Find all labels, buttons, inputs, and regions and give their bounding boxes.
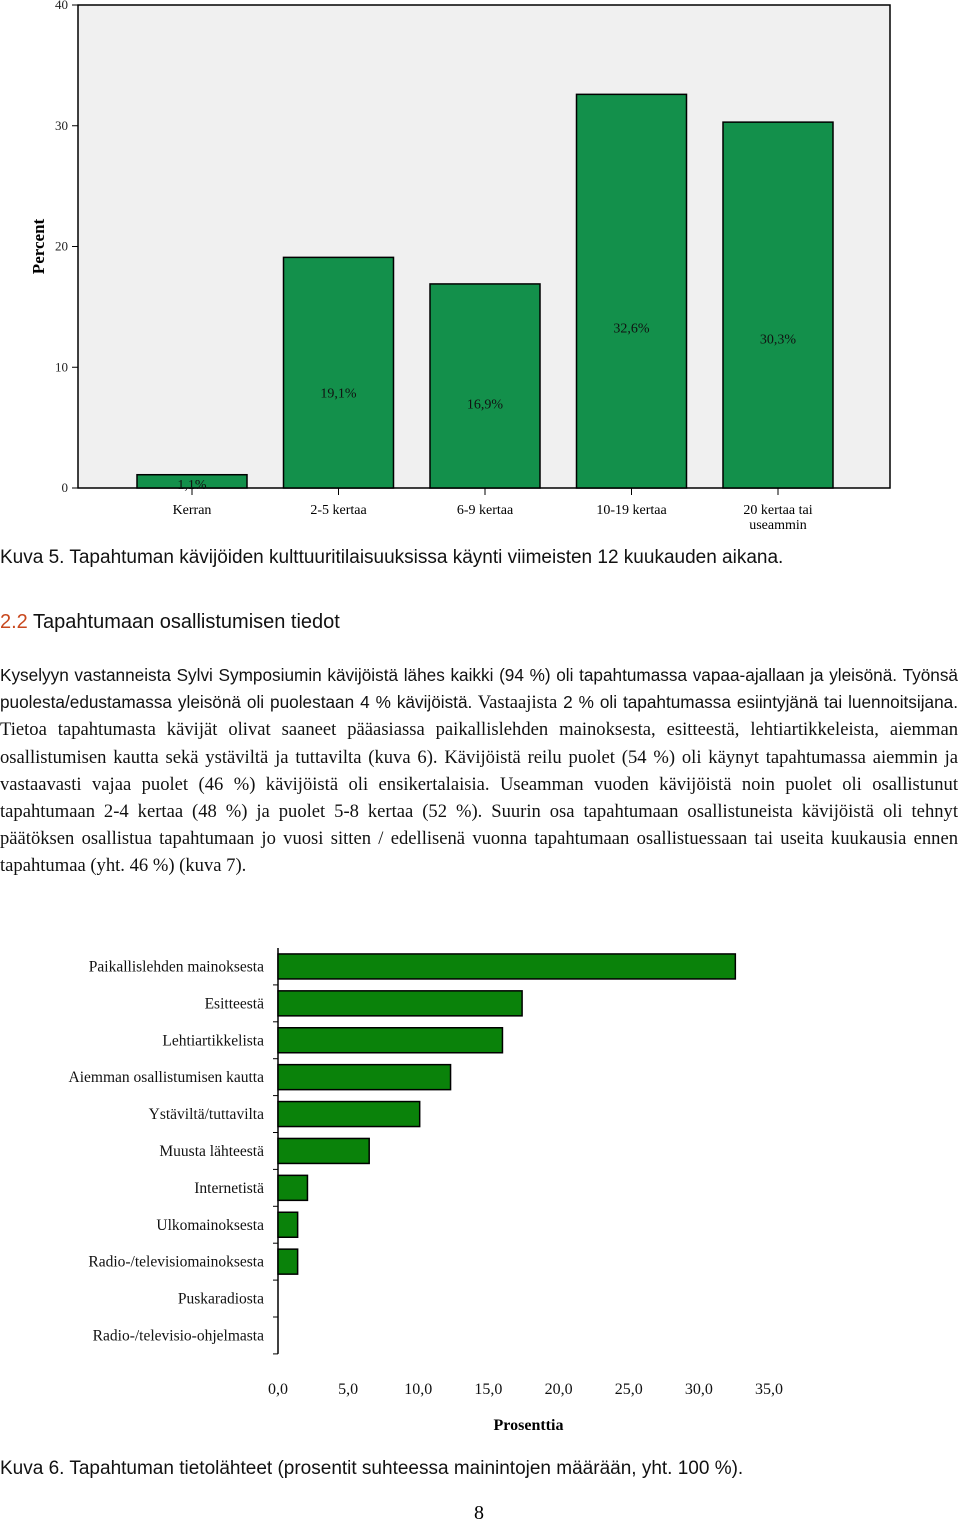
bar-chart-information-sources bbox=[0, 940, 960, 1440]
x-tick-label: 30,0 bbox=[684, 1380, 713, 1398]
data-label: 32,6% bbox=[613, 321, 650, 337]
body-paragraph bbox=[0, 662, 958, 880]
category-label: Internetistä bbox=[194, 1179, 264, 1197]
x-tick-label: 6-9 kertaa bbox=[456, 503, 514, 518]
y-tick-label: 20 bbox=[55, 238, 68, 254]
x-tick-label: 20,0 bbox=[544, 1380, 573, 1398]
category-label: Ystäviltä/tuttavilta bbox=[148, 1106, 264, 1124]
paragraph-segment: Vastaajista bbox=[477, 692, 558, 714]
paragraph-segment: 2 % oli tapahtumassa esiintyjänä tai luennoitsijana. bbox=[563, 692, 958, 713]
section-number: 2.2 bbox=[0, 611, 28, 633]
bar bbox=[278, 1065, 451, 1090]
bar bbox=[723, 122, 833, 488]
bar bbox=[577, 94, 687, 488]
x-tick-label: 25,0 bbox=[614, 1380, 643, 1398]
bar bbox=[278, 1212, 298, 1237]
category-label: Radio-/televisio-ohjelmasta bbox=[92, 1327, 264, 1345]
bar bbox=[278, 1102, 420, 1127]
x-tick-label: 2-5 kertaa bbox=[310, 503, 367, 518]
y-tick-label: 30 bbox=[55, 117, 68, 133]
category-label: Ulkomainoksesta bbox=[156, 1216, 264, 1234]
y-tick-label: 40 bbox=[55, 0, 68, 12]
figure-caption-6: Kuva 6. Tapahtuman tietolähteet (prosentit suhteessa mainintojen määrään, yht. 100 %). bbox=[0, 1458, 744, 1479]
category-label: Puskaradiosta bbox=[177, 1290, 264, 1308]
bar bbox=[278, 1175, 307, 1200]
bar bbox=[278, 1249, 298, 1274]
data-label: 19,1% bbox=[320, 386, 357, 402]
x-tick-label: Kerran bbox=[172, 503, 212, 518]
data-label: 1,1% bbox=[177, 478, 207, 493]
y-tick-label: 10 bbox=[55, 359, 68, 375]
x-tick-label: 10,0 bbox=[404, 1380, 433, 1398]
x-tick-label: 0,0 bbox=[268, 1380, 288, 1398]
figure-caption-5: Kuva 5. Tapahtuman kävijöiden kulttuuritilaisuuksissa käynti viimeisten 12 kuukauden aikana. bbox=[0, 547, 784, 568]
bar bbox=[278, 1138, 369, 1163]
bar bbox=[278, 1028, 502, 1053]
bar bbox=[278, 991, 522, 1016]
bar-chart-attendance bbox=[0, 0, 960, 540]
x-tick-label: 20 kertaa tai bbox=[743, 503, 813, 518]
data-label: 16,9% bbox=[466, 397, 504, 413]
section-title: Tapahtumaan osallistumisen tiedot bbox=[33, 611, 340, 633]
x-tick-label: useammin bbox=[749, 518, 807, 533]
bar bbox=[278, 954, 735, 979]
x-tick-label: 10-19 kertaa bbox=[596, 503, 667, 518]
section-heading bbox=[0, 608, 958, 636]
category-label: Lehtiartikkelista bbox=[162, 1032, 264, 1050]
data-label: 30,3% bbox=[759, 332, 797, 348]
x-tick-label: 5,0 bbox=[338, 1380, 359, 1398]
bar bbox=[284, 257, 394, 488]
category-label: Muusta lähteestä bbox=[159, 1142, 264, 1160]
x-tick-label: 15,0 bbox=[474, 1380, 503, 1398]
page-number: 8 bbox=[474, 1502, 484, 1524]
category-label: Aiemman osallistumisen kautta bbox=[68, 1069, 264, 1087]
paragraph-segment: Työnsä puolesta/edustamassa yleisönä oli puolestaan 4 % kävijöistä. bbox=[0, 665, 958, 713]
bar bbox=[430, 284, 540, 488]
y-tick-label: 0 bbox=[61, 480, 68, 495]
x-axis-title: Prosenttia bbox=[493, 1416, 564, 1434]
paragraph-segment: Tietoa tapahtumasta kävijät olivat saaneet pääasiassa paikallislehden mainoksesta, esitteestä, lehtiartikkeleista, aiemman osallistumisen kautta sekä ystäviltä ja tuttavilta (kuva 6). Kävijöistä reilu puolet (54 %) oli käynyt tapahtumassa aiemmin ja vastaavasti vajaa puolet (46 %) kävijöistä oli ensikertalaisia. Useamman vuoden kävijöistä noin puolet oli osallistunut tapahtumaan 2-4 kertaa (48 %) ja puolet 5-8 kertaa (52 %). Suurin osa tapahtumaan osallistuneista kävijöistä oli tehnyt päätöksen osallistua tapahtumaan jo vuosi sitten / edellisenä vuonna tapahtumaan osallistuessaan tai useita kuukausia ennen tapahtumaa (yht. 46 %) (kuva 7). bbox=[0, 719, 958, 877]
category-label: Radio-/televisiomainoksesta bbox=[88, 1253, 264, 1271]
y-axis-title: Percent bbox=[29, 218, 48, 275]
paragraph-segment: Kyselyyn vastanneista Sylvi Symposiumin kävijöistä lähes kaikki (94 %) oli tapahtumassa vapaa-ajallaan ja yleisönä. bbox=[0, 665, 898, 685]
x-tick-label: 35,0 bbox=[755, 1380, 783, 1398]
category-label: Esitteestä bbox=[204, 995, 264, 1013]
category-label: Paikallislehden mainoksesta bbox=[88, 958, 264, 976]
